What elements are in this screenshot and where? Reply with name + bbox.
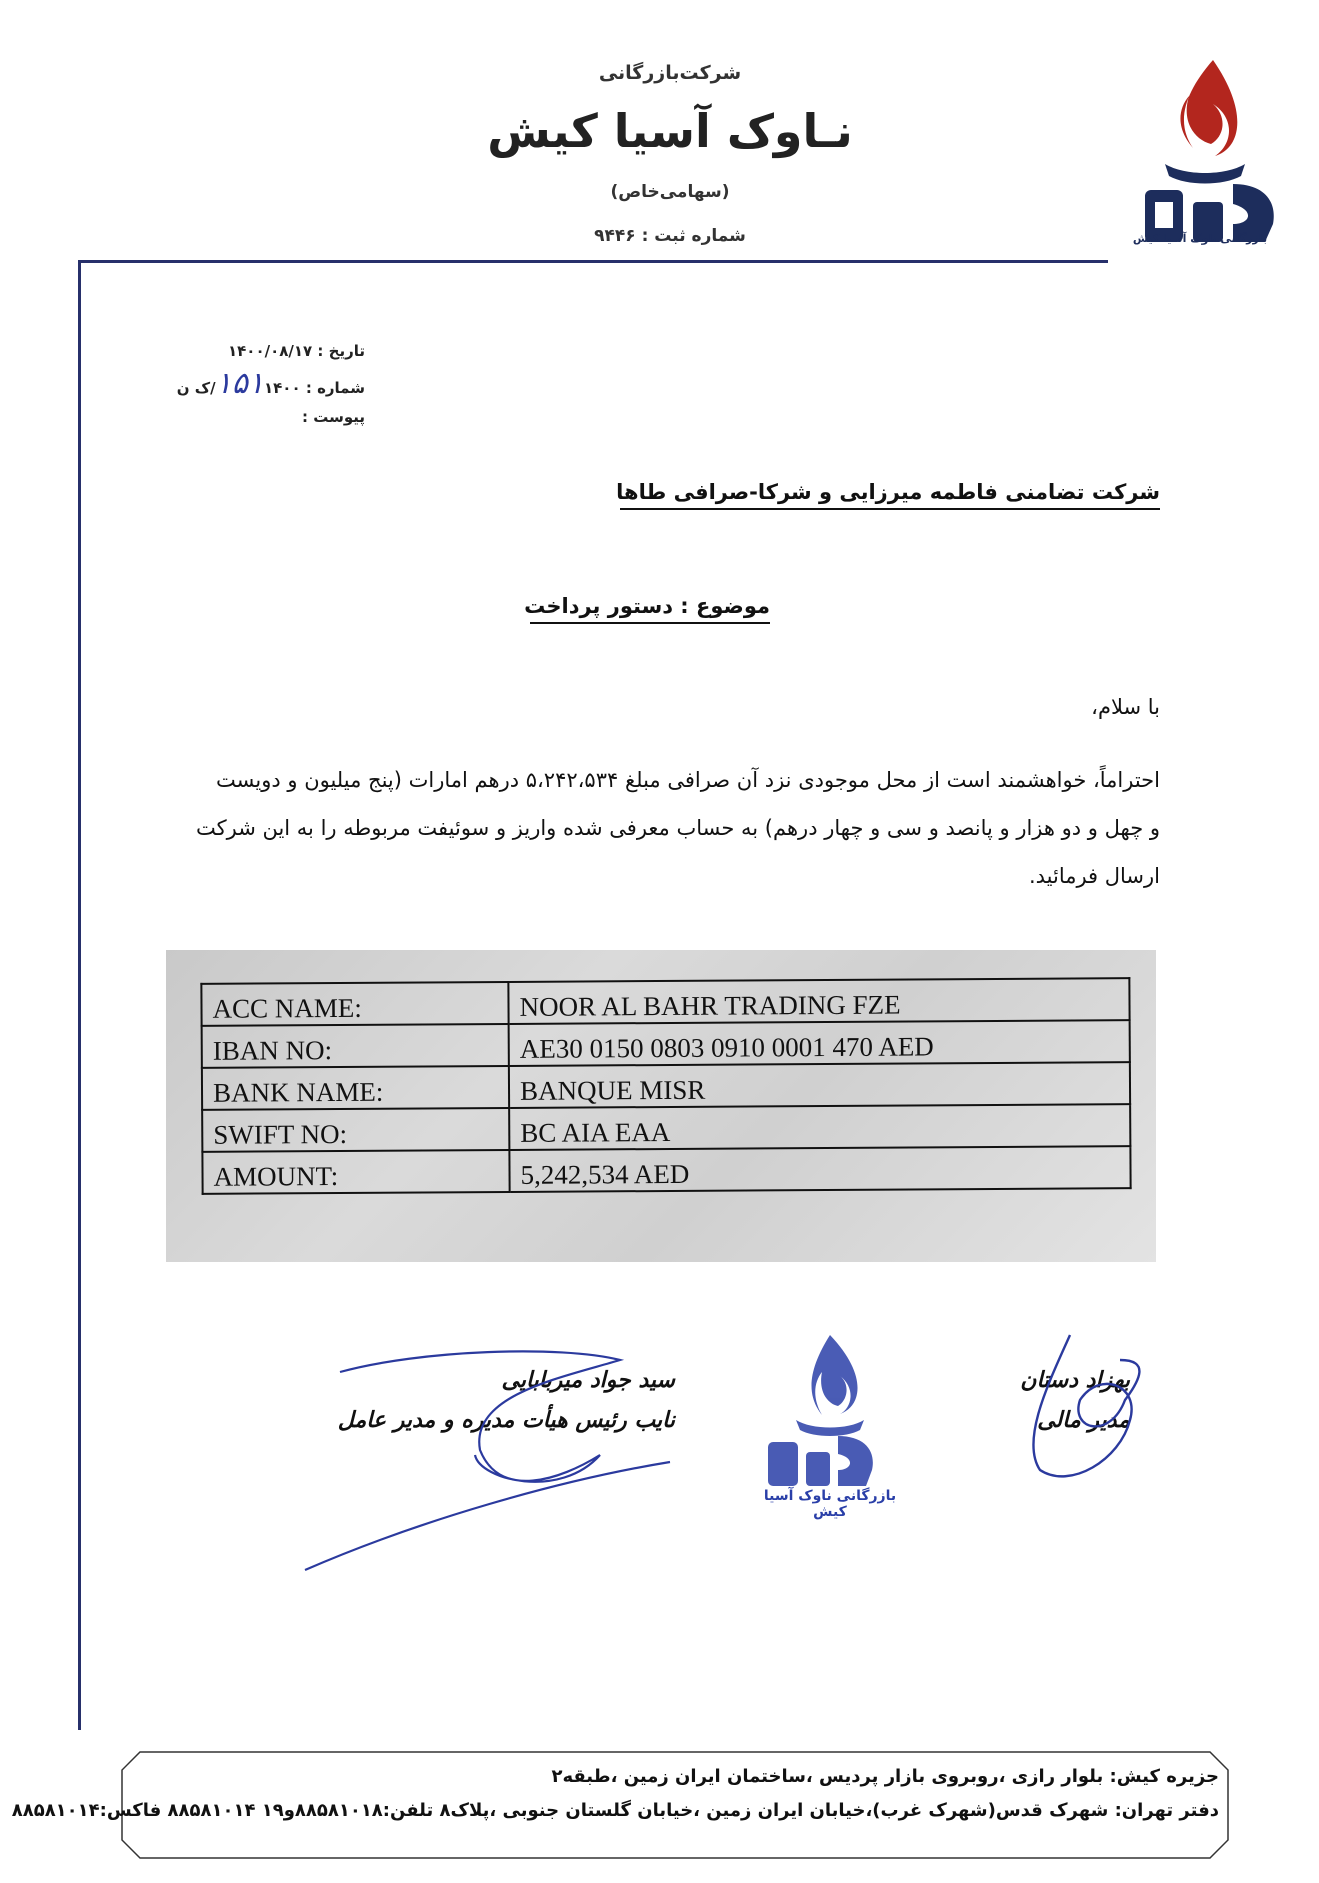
ceo-name: سید جواد میربابایی xyxy=(501,1368,675,1393)
table-label: AMOUNT: xyxy=(202,1150,509,1194)
number-suffix: ۱۴۰۰/ک ن xyxy=(176,379,301,397)
body-line: احتراماً، خواهشمند است از محل موجودی نزد آن صرافی مبلغ ۵،۲۴۲،۵۳۴ درهم امارات (پنج میلیون و دویست xyxy=(216,768,1160,792)
ceo-title: نایب رئیس هیأت مدیره و مدیر عامل xyxy=(337,1408,675,1433)
bank-details-image xyxy=(166,950,1156,1262)
table-row xyxy=(202,1020,1130,1068)
cfo-title: مدیر مالی xyxy=(1037,1408,1130,1433)
company-stamp xyxy=(768,1335,873,1486)
footer-address-tehran: دفتر تهران: شهرک قدس(شهرک غرب)،خیابان ایران زمین ،خیابان گلستان جنوبی ،پلاک۸ تلفن:۸۸۵۸۱۰۱۸و۱۹ ۸۸۵۸۱۰۱۴ فاکس:۸۸۵۸۱۰۱۴ xyxy=(11,1800,1219,1821)
frame-left-border xyxy=(78,260,81,1730)
table-row xyxy=(202,1062,1130,1110)
number-row xyxy=(160,366,365,401)
body-line: ارسال فرمائید. xyxy=(1028,864,1160,888)
table-label: IBAN NO: xyxy=(202,1024,509,1068)
cfo-name: بهزاد دستان xyxy=(1020,1368,1130,1393)
date-label: تاریخ : xyxy=(317,342,365,360)
table-value: BANQUE MISR xyxy=(509,1062,1130,1108)
frame-top-border xyxy=(78,260,1108,263)
table-value: NOOR AL BAHR TRADING FZE xyxy=(508,978,1129,1024)
registration-number: شماره ثبت : ۹۴۴۶ xyxy=(594,226,746,246)
table-label: SWIFT NO: xyxy=(202,1108,509,1152)
date-row xyxy=(160,342,365,360)
table-row xyxy=(201,978,1129,1026)
table-value: AE30 0150 0803 0910 0001 470 AED xyxy=(509,1020,1130,1066)
logo-caption: بازرگانی ناوک آسیا کیش xyxy=(1132,232,1268,245)
recipient: شرکت تضامنی فاطمه میرزایی و شرکا-صرافی طاها xyxy=(620,480,1160,510)
company-prefix: شرکت‌بازرگانی xyxy=(598,62,742,84)
bank-details-table xyxy=(200,977,1131,1195)
footer-address-kish: جزیره کیش: بلوار رازی ،روبروی بازار پردیس ،ساختمان ایران زمین ،طبقه۲ xyxy=(551,1766,1219,1787)
table-row xyxy=(202,1104,1130,1152)
table-label: BANK NAME: xyxy=(202,1066,509,1110)
number-label: شماره : xyxy=(305,379,365,397)
company-type: (سهامی‌خاص) xyxy=(610,182,730,202)
stamp-caption: بازرگانی ناوک آسیا کیش xyxy=(763,1488,897,1520)
cfo-signature xyxy=(1033,1335,1139,1476)
table-value: 5,242,534 AED xyxy=(509,1146,1130,1192)
attachment-label: پیوست : xyxy=(301,408,365,426)
company-logo xyxy=(1115,52,1285,262)
greeting: با سلام، xyxy=(1091,695,1160,719)
table-value: BC AIA EAA xyxy=(509,1104,1130,1150)
date-value: ۱۴۰۰/۰۸/۱۷ xyxy=(227,342,313,360)
letter-body xyxy=(130,756,1160,900)
subject: موضوع : دستور پرداخت xyxy=(530,594,770,624)
table-label: ACC NAME: xyxy=(201,982,508,1026)
attachment-row xyxy=(160,408,365,426)
body-line: و چهل و دو هزار و پانصد و سی و چهار درهم) به حساب معرفی شده واریز و سوئیفت مربوطه را به این شرکت xyxy=(195,816,1160,840)
handwritten-number: ۱۵۱ xyxy=(215,366,264,401)
table-row xyxy=(202,1146,1130,1194)
company-name: نـاوک آسیا کیش xyxy=(487,104,853,158)
